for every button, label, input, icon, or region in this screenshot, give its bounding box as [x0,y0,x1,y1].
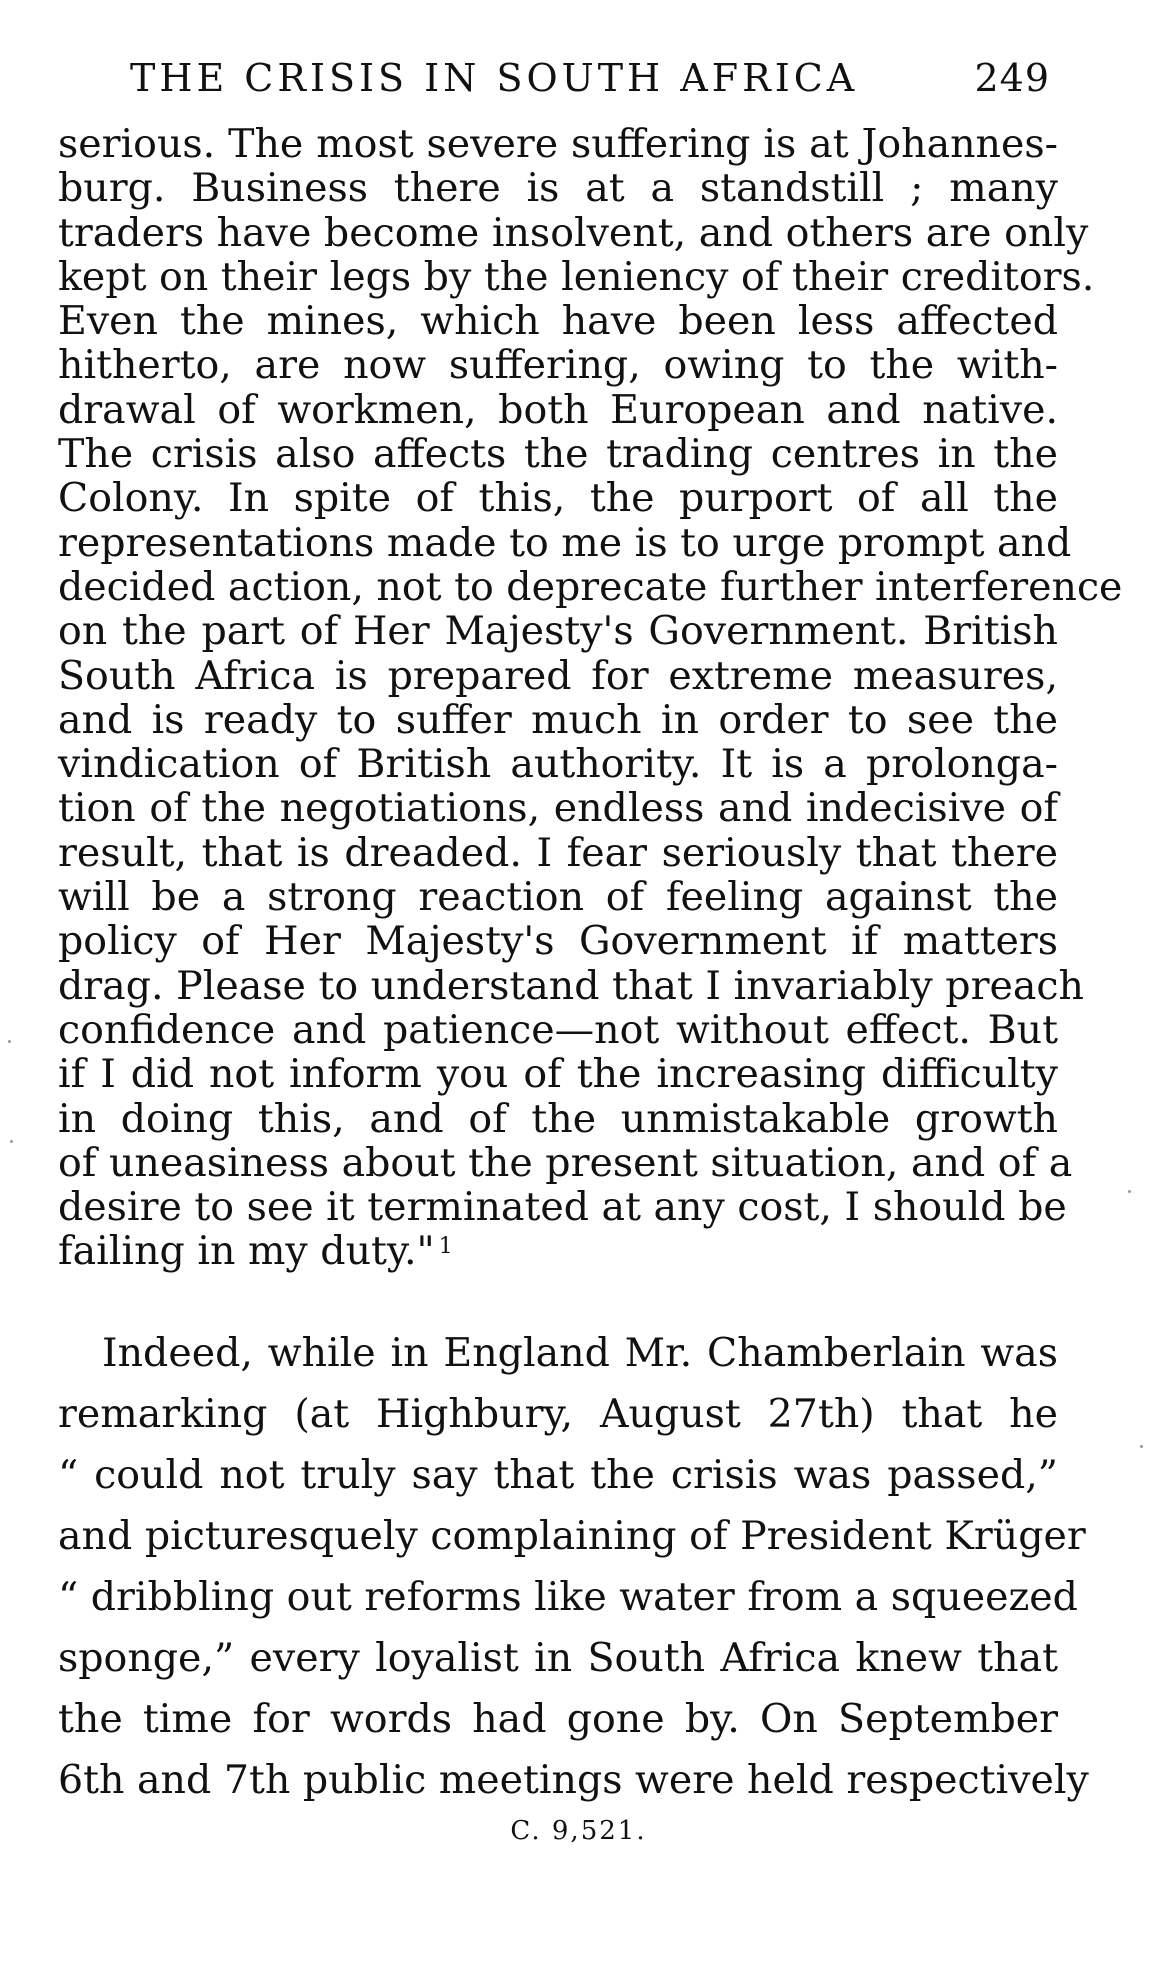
text-line: Even the mines, which have been less affected [58,298,1058,345]
text-line-last [58,1229,1058,1273]
text-line: Colony. In spite of this, the purport of all the [58,475,1058,522]
footnote-marker: 1 [438,1234,453,1260]
body-text [58,121,1123,1811]
text-line: policy of Her Majesty's Government if matters [58,918,1058,965]
text-line: representations made to me is to urge prompt and [58,519,1072,566]
running-head-title: THE CRISIS IN SOUTH AFRICA [130,56,859,100]
text-line: and is ready to suffer much in order to see the [58,696,1058,743]
text-line: remarking (at Highbury, August 27th) that he [58,1390,1058,1437]
paper-speck [1140,1445,1143,1448]
text-line: “ could not truly say that the crisis was passed,” [58,1451,1058,1498]
text-line: hitherto, are now suffering, owing to the with- [58,342,1058,389]
text-line: 6th and 7th public meetings were held respectively [58,1756,1089,1803]
paper-speck [10,1140,13,1143]
paragraph-new [58,1323,1089,1811]
text-line: kept on their legs by the leniency of their creditors. [58,253,1095,300]
text-line: The crisis also affects the trading centres in the [58,431,1058,478]
text-line: burg. Business there is at a standstill ; many [58,165,1058,212]
text-line: and picturesquely complaining of President Krüger [58,1512,1086,1559]
text-line: serious. The most severe suffering is at Johannes- [58,121,1058,167]
text-line-indented: Indeed, while in England Mr. Chamberlain was [102,1329,1058,1376]
paper-speck [8,1040,11,1043]
paragraph-continued-quote [58,121,1123,1275]
text-line: on the part of Her Majesty's Government. British [58,608,1058,655]
text-line: vindication of British authority. It is a prolonga- [58,741,1058,788]
text-line: drag. Please to understand that I invariably preach [58,962,1084,1009]
paper-speck [1128,1190,1131,1193]
text-line: sponge,” every loyalist in South Africa knew that [58,1634,1058,1681]
running-head [100,56,1050,106]
text-line: will be a strong reaction of feeling against the [58,874,1058,921]
text-line: South Africa is prepared for extreme measures, [58,652,1058,699]
page-number: 249 [974,56,1050,100]
text-line: decided action, not to deprecate further interference [58,563,1123,610]
text-line: in doing this, and of the unmistakable growth [58,1095,1058,1142]
text-line: drawal of workmen, both European and native. [58,386,1058,433]
text-line: of uneasiness about the present situation, and of a [58,1139,1073,1186]
text-line: desire to see it terminated at any cost, I should be [58,1184,1067,1231]
text-line: tion of the negotiations, endless and indecisive of [58,785,1058,832]
text-line-content: failing in my duty." [58,1228,435,1275]
text-line: confidence and patience—not without effect. But [58,1006,1058,1053]
paragraph-gap [58,1274,1058,1323]
signature-mark: C. 9,521. [510,1816,647,1846]
text-line: the time for words had gone by. On September [58,1695,1058,1742]
text-line: traders have become insolvent, and others are only [58,209,1089,256]
text-line: if I did not inform you of the increasing difficulty [58,1051,1058,1098]
text-line: “ dribbling out reforms like water from a squeezed [58,1573,1078,1620]
text-line: result, that is dreaded. I fear seriously that there [58,829,1058,876]
